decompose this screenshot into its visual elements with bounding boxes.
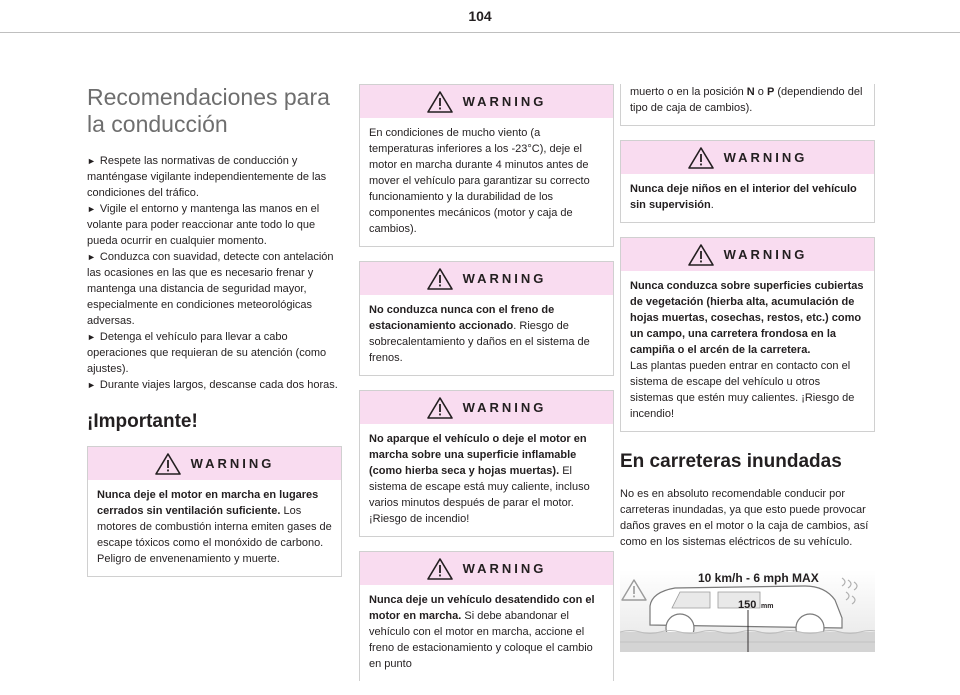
warning-text: Las plantas pueden entrar en contacto con el sistema de escape del vehículo u otros sistemas que estén muy calientes. ¡Riesgo de incendio!: [630, 360, 855, 420]
warning-title: WARNING: [190, 456, 275, 471]
list-item: [87, 249, 342, 329]
water-depth-value: 150: [738, 599, 757, 611]
warning-title: WARNING: [462, 561, 547, 576]
continuation-text: (dependiendo del tipo de caja de cambios).: [630, 86, 863, 114]
header-divider: [0, 32, 960, 33]
list-item: [87, 377, 342, 393]
page-number: 104: [468, 8, 492, 24]
warning-header: [621, 238, 874, 271]
continuation-text: muerto o en la posición: [630, 86, 747, 98]
triangle-right-icon: ►: [87, 332, 96, 342]
warning-text: Los motores de combustión interna emiten gases de escape tóxicos como el monóxido de carbono. Peligro de envenenamiento y muerte.: [97, 505, 332, 565]
warning-header: [360, 391, 613, 424]
warning-body: [621, 271, 874, 431]
continuation-text: o: [754, 86, 767, 98]
triangle-right-icon: ►: [87, 380, 96, 390]
warning-title: WARNING: [723, 150, 808, 165]
list-item-text: Conduzca con suavidad, detecte con antelación las ocasiones en las que es necesario frenar y mantenga una distancia de seguridad mayor, especialmente en condiciones meteorológicas adversas.: [87, 251, 334, 327]
gear-p-label: P: [766, 86, 775, 98]
warning-triangle-icon: [427, 91, 453, 113]
list-item-text: Vigile el entorno y mantenga las manos en el volante para poder reaccionar ante todo lo que pueda ocurrir en cualquier momento.: [87, 203, 320, 247]
warning-bold-text: Nunca conduzca sobre superficies cubiertas de vegetación (hierba alta, acumulación de hojas muertas, cosechas, restos, etc.) como un campo, una carretera frondosa en la campiña o el arcén de la carretera.: [630, 280, 864, 356]
triangle-right-icon: ►: [87, 252, 96, 262]
flooded-roads-text: No es en absoluto recomendable conducir por carreteras inundadas, ya que esto puede provocar daños graves en el motor o la caja de cambios, así como en los sistemas eléctricos de su vehículo.: [620, 488, 869, 548]
warning-text: .: [710, 199, 714, 211]
warning-box-ventilation: [87, 446, 342, 577]
warning-triangle-icon: [688, 147, 714, 169]
warning-triangle-icon: [427, 397, 453, 419]
warning-header: [360, 552, 613, 585]
list-item: [87, 153, 342, 201]
warning-header: [88, 447, 341, 480]
warning-text: . Riesgo de sobrecalentamiento y daños en el sistema de frenos.: [369, 320, 590, 364]
column-2: [359, 84, 614, 695]
warning-triangle-icon: [427, 558, 453, 580]
important-heading: ¡Importante!: [87, 411, 198, 432]
section-title-recommendations: Recomendaciones para la conducción: [87, 84, 330, 137]
warning-box-parking-brake: [359, 261, 614, 376]
list-item: [87, 201, 342, 249]
warning-body: [360, 424, 613, 536]
warning-box-wind: [359, 84, 614, 247]
warning-bold-text: Nunca deje niños en el interior del vehículo sin supervisión: [630, 183, 857, 211]
warning-continuation: [620, 84, 875, 126]
speed-limit-label: 10 km/h - 6 mph MAX: [698, 571, 819, 585]
warning-box-children: [620, 140, 875, 223]
warning-box-unattended: [359, 551, 614, 681]
list-item-text: Durante viajes largos, descanse cada dos horas.: [99, 379, 338, 391]
warning-header: [360, 85, 613, 118]
list-item: [87, 329, 342, 377]
warning-bold-text: No aparque el vehículo o deje el motor en marcha sobre una superficie inflamable (como hierba seca y hojas muertas).: [369, 433, 587, 477]
warning-triangle-icon: [427, 268, 453, 290]
warning-triangle-icon: [688, 244, 714, 266]
warning-title: WARNING: [462, 400, 547, 415]
warning-header: [360, 262, 613, 295]
warning-bold-text: Nunca deje un vehículo desatendido con el motor en marcha.: [369, 594, 595, 622]
warning-text: El sistema de escape está muy caliente, incluso varios minutos después de parar el motor. ¡Riesgo de incendio!: [369, 465, 590, 525]
warning-title: WARNING: [462, 94, 547, 109]
warning-text: En condiciones de mucho viento (a temperaturas inferiores a los -23°C), deje el motor en marcha durante 4 minutos antes de mover el vehículo para garantizar su correcto funcionamiento y la durabilidad de los componentes mecánicos (motor y caja de cambios).: [369, 127, 590, 235]
list-item-text: Detenga el vehículo para llevar a cabo operaciones que requieran de su atención (como ajustes).: [87, 331, 327, 375]
warning-bold-text: No conduzca nunca con el freno de estacionamiento accionado: [369, 304, 555, 332]
warning-body: [360, 295, 613, 375]
water-depth-unit: mm: [761, 603, 774, 610]
recommendations-list: [87, 153, 342, 393]
warning-header: [621, 141, 874, 174]
warning-box-vegetation: [620, 237, 875, 432]
warning-triangle-icon: [155, 453, 181, 475]
warning-body: [360, 585, 613, 681]
triangle-right-icon: ►: [87, 204, 96, 214]
warning-title: WARNING: [723, 247, 808, 262]
warning-body: [621, 174, 874, 222]
warning-box-flammable: [359, 390, 614, 537]
warning-text: Si debe abandonar el vehículo con el motor en marcha, accione el freno de estacionamiento y coloque el cambio en punto: [369, 610, 593, 670]
warning-title: WARNING: [462, 271, 547, 286]
flooded-roads-heading: En carreteras inundadas: [620, 451, 842, 472]
warning-bold-text: Nunca deje el motor en marcha en lugares cerrados sin ventilación suficiente.: [97, 489, 319, 517]
triangle-right-icon: ►: [87, 156, 96, 166]
column-3: [620, 84, 875, 657]
flooded-road-illustration: [620, 570, 875, 652]
gear-n-label: N: [746, 86, 755, 98]
column-1: [87, 84, 342, 591]
list-item-text: Respete las normativas de conducción y manténgase vigilante independientemente de las condiciones del tráfico.: [87, 155, 327, 199]
warning-body: [88, 480, 341, 576]
